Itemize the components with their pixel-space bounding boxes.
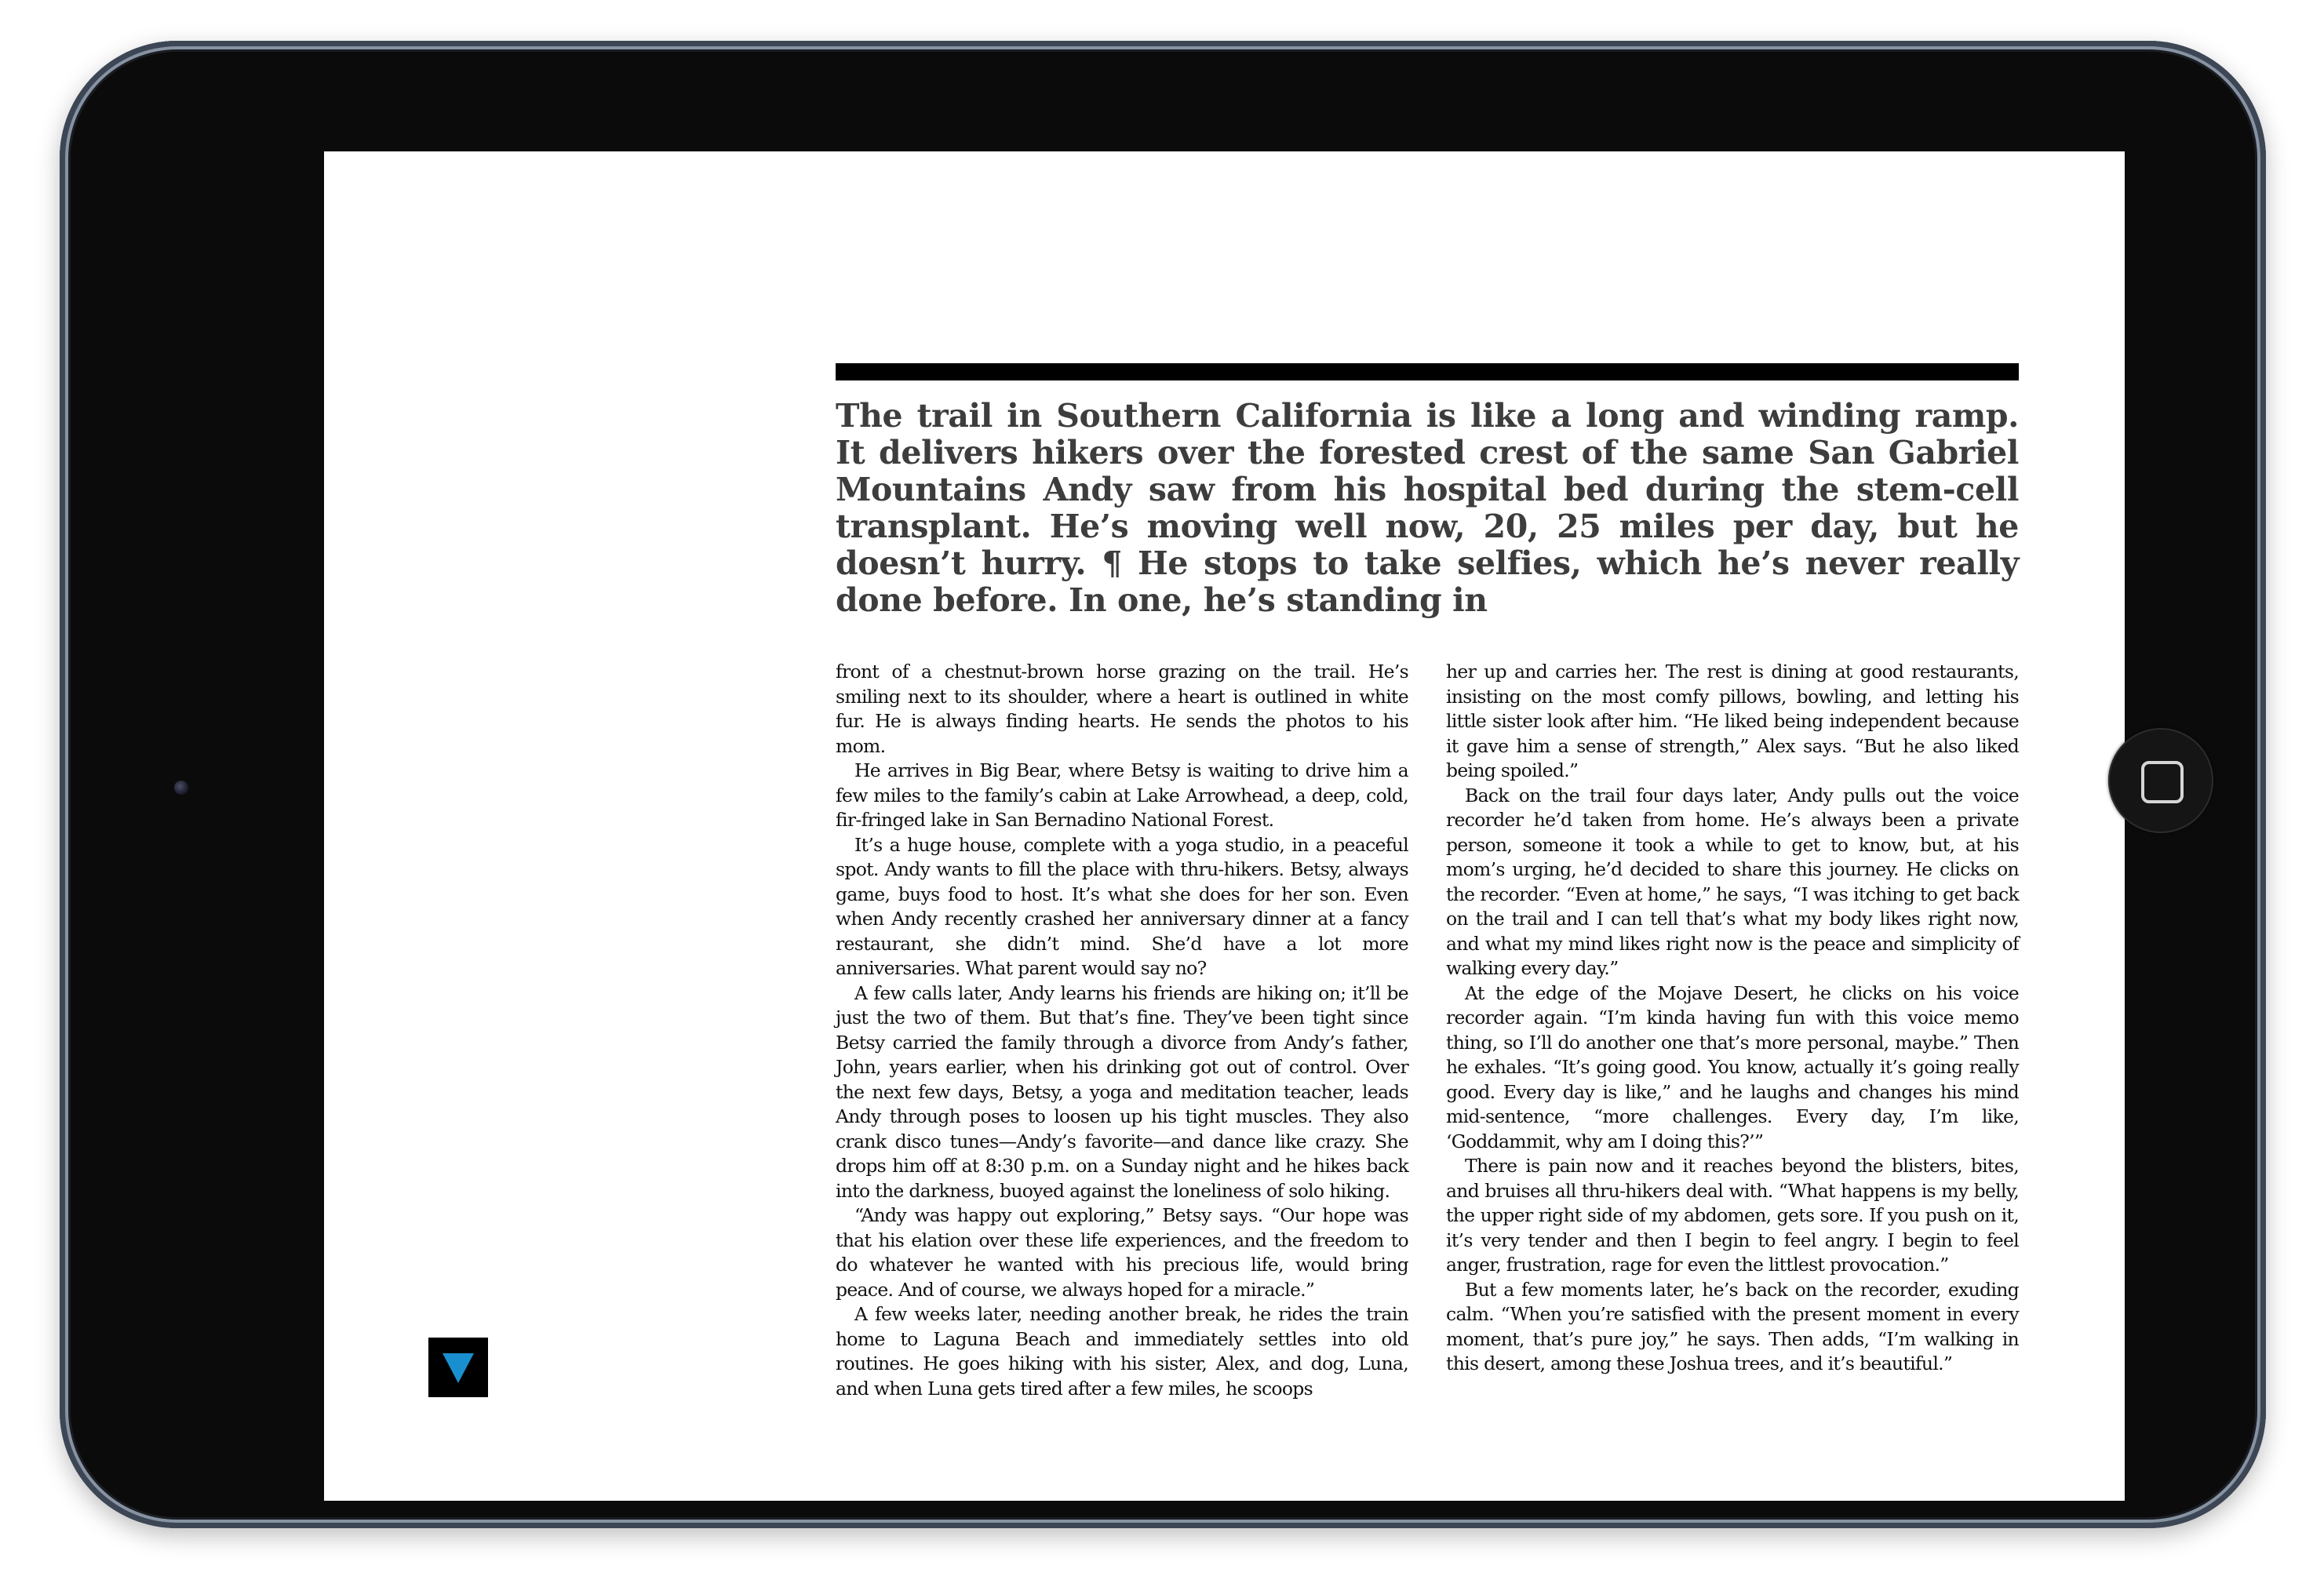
down-triangle-icon: [443, 1353, 474, 1383]
right-column: [1446, 660, 2019, 1377]
tablet-device: [60, 41, 2266, 1528]
paragraph: But a few moments later, he’s back on the recorder, exuding calm. “When you’re satisfied with the present moment in every moment, that’s pure joy,” he says. Then adds, “I’m walking in this desert, among these Joshua trees, and it’s beautiful.”: [1446, 1278, 2019, 1374]
paragraph: “Andy was happy out exploring,” Betsy says. “Our hope was that his elation over these life experiences, and the freedom to do whatever he wanted with his precious life, would bring peace. And of course, we always hoped for a miracle.”: [836, 1204, 1408, 1301]
home-button[interactable]: [2108, 728, 2213, 833]
next-page-button[interactable]: [428, 1338, 488, 1397]
left-column: [836, 660, 1408, 1401]
home-square-icon: [2141, 761, 2184, 803]
paragraph: her up and carries her. The rest is dining at good restaurants, insisting on the most comfy pillows, bowling, and letting his little sister look after him. “He liked being independent because it gave him a sense of strength,” Alex says. “But he also liked being spoiled.”: [1446, 661, 2019, 781]
paragraph: A few calls later, Andy learns his friends are hiking on; it’ll be just the two of them. But that’s fine. They’ve been tight since Betsy carried the family through a divorce from Andy’s father, John, years earlier, when his drinking got out of control. Over the next few days, Betsy, a yoga and meditation teacher, leads Andy through poses to loosen up his tight muscles. They also crank disco tunes—Andy’s favorite—and dance like crazy. She drops him off at 8:30 p.m. on a Sunday night and he hikes back into the darkness, buoyed against the loneliness of solo hiking.: [836, 981, 1408, 1202]
screen: [324, 151, 2125, 1501]
paragraph: It’s a huge house, complete with a yoga studio, in a peaceful spot. Andy wants to fill the place with thru-hikers. Betsy, always game, buys food to host. It’s what she does for her son. Even when Andy recently crashed her anniversary dinner at a fancy restaurant, she didn’t mind. She’d have a lot more anniversaries. What parent would say no?: [836, 833, 1408, 979]
camera-icon: [174, 781, 188, 795]
article-deck: The trail in Southern California is like a long and winding ramp. It delivers hikers over the forested crest of the same San Gabriel Mountains Andy saw from his hospital bed during the stem-cell transplant. He’s moving well now, 20, 25 miles per day, but he doesn’t hurry. ¶ He stops to take selfies, which he’s never really done before. In one, he’s standing in: [836, 397, 2019, 619]
section-rule: [836, 363, 2019, 380]
paragraph: A few weeks later, needing another break, he rides the train home to Laguna Beach and immediately settles into old routines. He goes hiking with his sister, Alex, and dog, Luna, and when Luna gets tired after a few miles, he scoops: [836, 1303, 1408, 1400]
paragraph: At the edge of the Mojave Desert, he clicks on his voice recorder again. “I’m kinda having fun with this voice memo thing, so I’ll do another one that’s more personal, maybe.” Then he exhales. “It’s going good. You know, actually it’s going really good. Every day is like,” and he laughs and changes his mind mid-sentence, “more challenges. Every day, I’m like, ‘Goddammit, why am I doing this?’”: [1446, 981, 2019, 1152]
paragraph: There is pain now and it reaches beyond the blisters, bites, and bruises all thru-hikers deal with. “What happens is my belly, the upper right side of my abdomen, gets sore. If you push on it, it’s very tender and then I begin to feel angry. I begin to feel anger, frustration, rage for even the littlest provocation.”: [1446, 1155, 2019, 1276]
paragraph: Back on the trail four days later, Andy pulls out the voice recorder he’d taken from home. He’s always been a private person, someone it took a while to get to know, but, at his mom’s urging, he’d decided to share this journey. He clicks on the recorder. “Even at home,” he says, “I was itching to get back on the trail and I can tell that’s what my body likes right now, and what my mind likes right now is the peace and simplicity of walking every day.”: [1446, 784, 2019, 979]
paragraph: He arrives in Big Bear, where Betsy is waiting to drive him a few miles to the family’s cabin at Lake Arrowhead, a deep, cold, fir-fringed lake in San Bernadino National Forest.: [836, 759, 1408, 831]
paragraph: front of a chestnut-brown horse grazing on the trail. He’s smiling next to its shoulder, where a heart is outlined in white fur. He is always finding hearts. He sends the photos to his mom.: [836, 661, 1408, 757]
